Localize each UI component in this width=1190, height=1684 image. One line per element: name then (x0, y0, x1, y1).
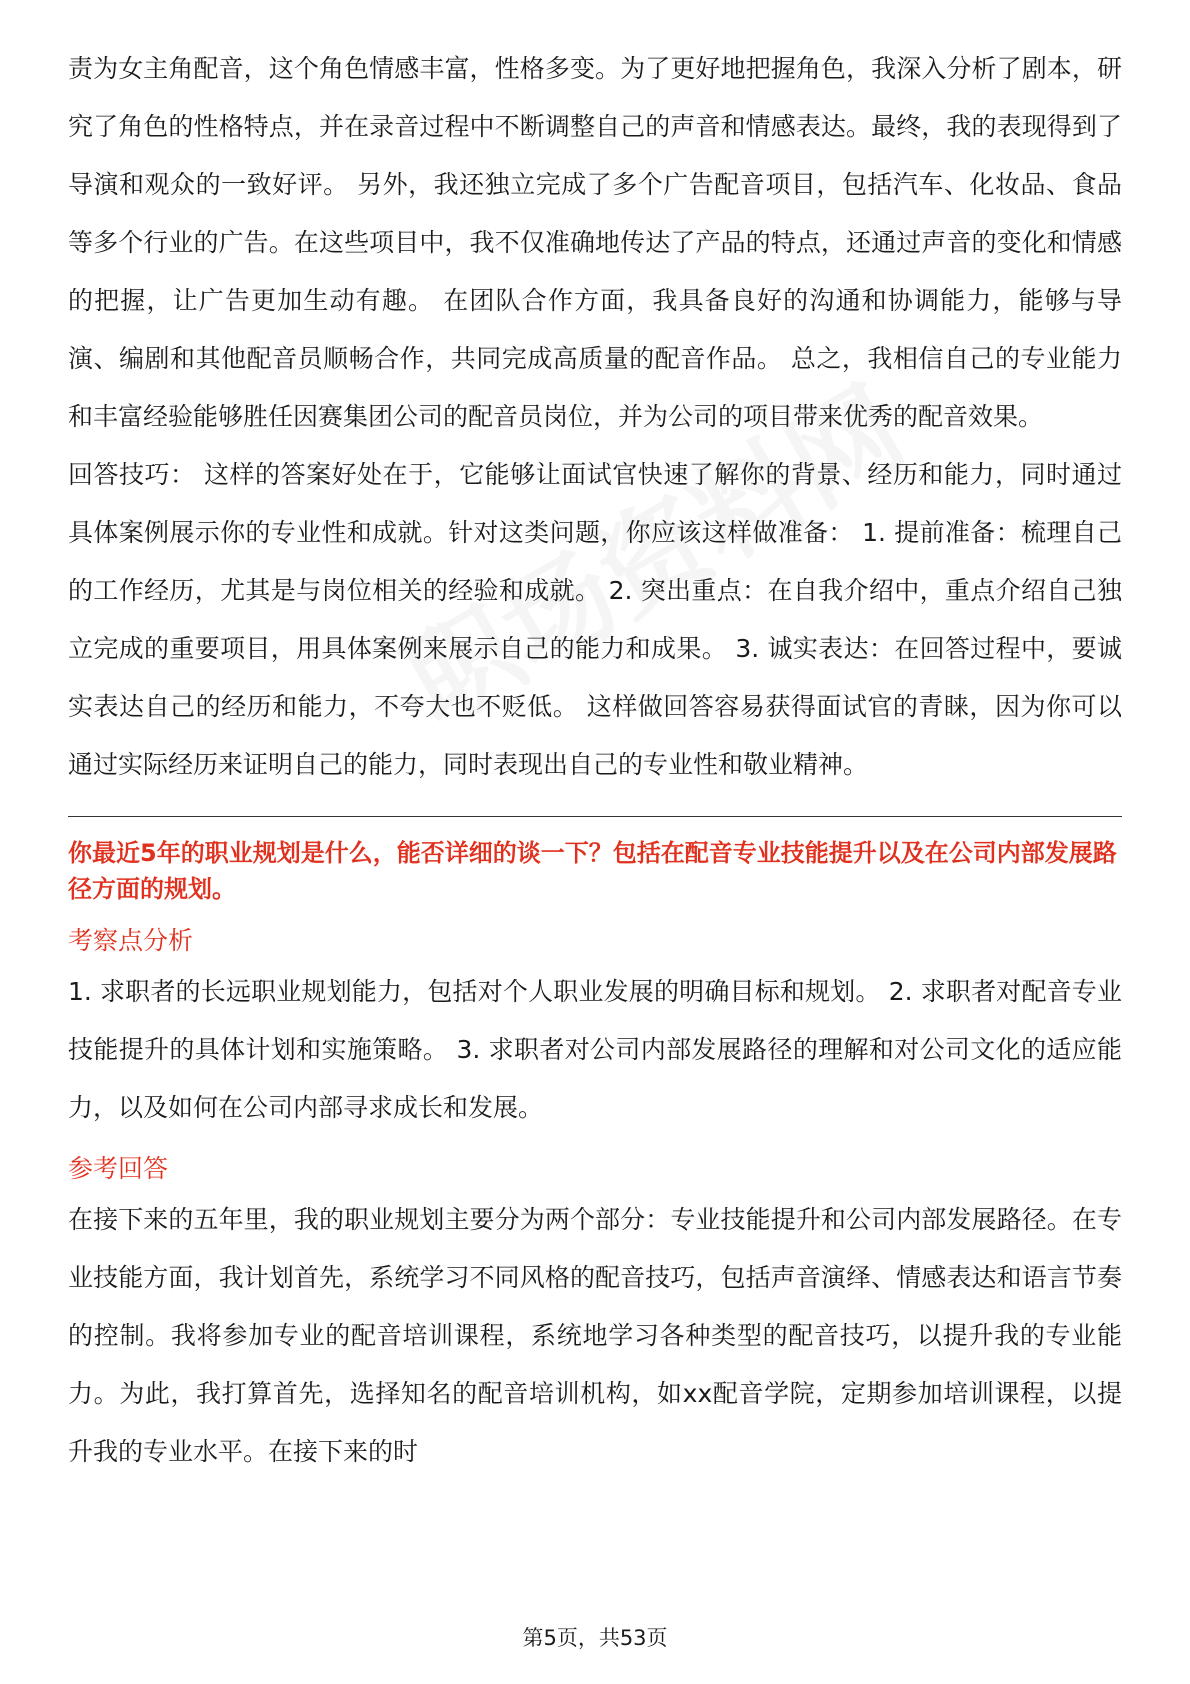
analysis-text: 1. 求职者的长远职业规划能力，包括对个人职业发展的明确目标和规划。 2. 求职者对配音专业技能提升的具体计划和实施策略。 3. 求职者对公司内部发展路径的理解和对公司文化的适应能力，以及如何在公司内部寻求成长和发展。 (68, 977, 1122, 1122)
section-divider (68, 816, 1122, 817)
paragraph-previous-answer: 责为女主角配音，这个角色情感丰富，性格多变。为了更好地把握角色，我深入分析了剧本，研究了角色的性格特点，并在录音过程中不断调整自己的声音和情感表达。最终，我的表现得到了导演和观众的一致好评。 另外，我还独立完成了多个广告配音项目，包括汽车、化妆品、食品等多个行业的广告。在这些项目中，我不仅准确地传达了产品的特点，还通过声音的变化和情感的把握，让广告更加生动有趣。 在团队合作方面，我具备良好的沟通和协调能力，能够与导演、编剧和其他配音员顺畅合作，共同完成高质量的配音作品。 总之，我相信自己的专业能力和丰富经验能够胜任因赛集团公司的配音员岗位，并为公司的项目带来优秀的配音效果。 (68, 54, 1122, 431)
paragraph-answer-tips: 回答技巧： 这样的答案好处在于，它能够让面试官快速了解你的背景、经历和能力，同时通过具体案例展示你的专业性和成就。针对这类问题，你应该这样做准备： 1. 提前准备：梳理自己的工作经历，尤其是与岗位相关的经验和成就。 2. 突出重点：在自我介绍中，重点介绍自己独立完成的重要项目，用具体案例来展示自己的能力和成果。 3. 诚实表达：在回答过程中，要诚实表达自己的经历和能力，不夸大也不贬低。 这样做回答容易获得面试官的青睐，因为你可以通过实际经历来证明自己的能力，同时表现出自己的专业性和敬业精神。 (68, 460, 1122, 779)
analysis-title: 考察点分析 (68, 926, 194, 955)
question-heading: 你最近5年的职业规划是什么，能否详细的谈一下？包括在配音专业技能提升以及在公司内部发展路径方面的规划。 (68, 839, 1117, 903)
document-page (68, 40, 1122, 1481)
answer-title: 参考回答 (68, 1154, 169, 1183)
page-number: 第5页，共53页 (522, 1626, 668, 1650)
answer-text: 在接下来的五年里，我的职业规划主要分为两个部分：专业技能提升和公司内部发展路径。在专业技能方面，我计划首先，系统学习不同风格的配音技巧，包括声音演绎、情感表达和语言节奏的控制。我将参加专业的配音培训课程，系统地学习各种类型的配音技巧，以提升我的专业能力。为此，我打算首先，选择知名的配音培训机构，如xx配音学院，定期参加培训课程，以提升我的专业水平。在接下来的时 (68, 1205, 1122, 1466)
